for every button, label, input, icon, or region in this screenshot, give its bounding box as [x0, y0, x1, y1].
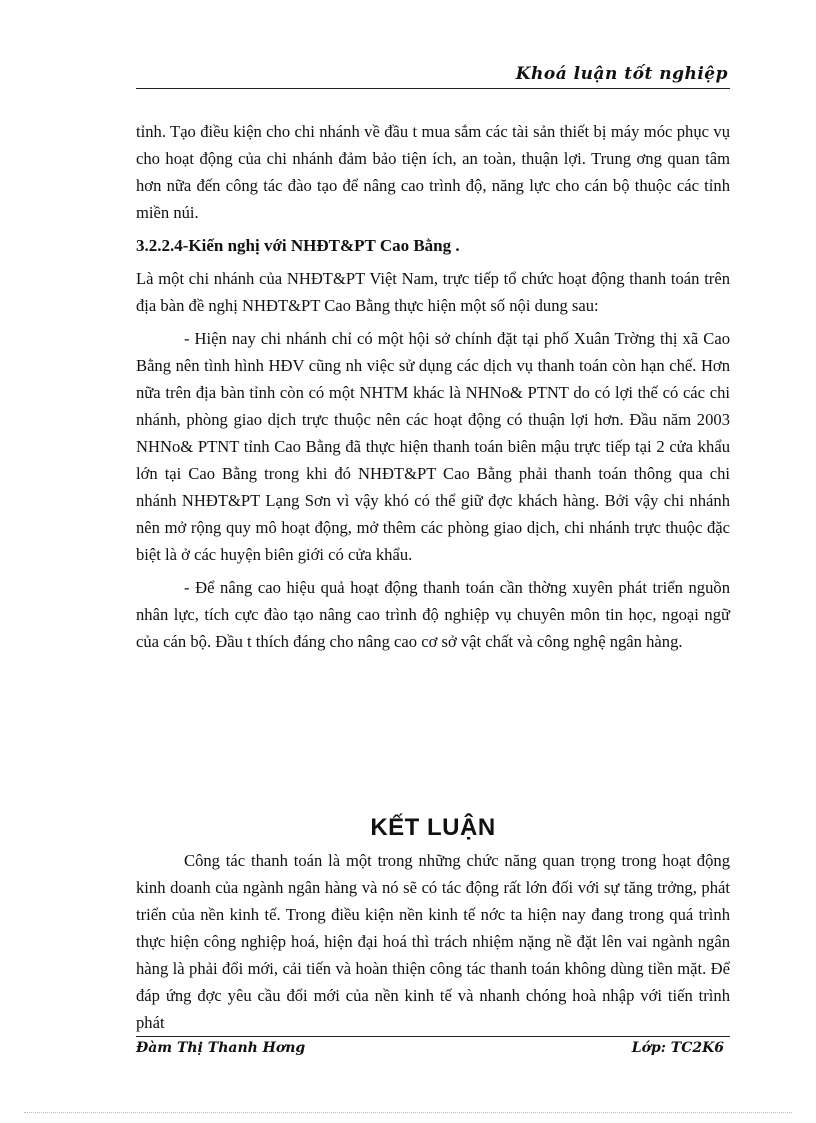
conclusion-title: KẾT LUẬN: [370, 814, 496, 841]
footer-class: Lớp: TC2K6: [631, 1040, 724, 1056]
header-title: Khoá luận tốt nghiệp: [515, 64, 728, 84]
footer-author: Đàm Thị Thanh Hơng: [136, 1040, 306, 1056]
section-heading: 3.2.2.4-Kiến nghị với NHĐT&PT Cao Bằng .: [136, 236, 460, 255]
footer-rule: [136, 1036, 730, 1037]
paragraph-recommendation-2: - Để nâng cao hiệu quả hoạt động thanh toán cần thờng xuyên phát triển nguồn nhân lực, tích cực đào tạo nâng cao trình độ nghiệp vụ chuyên môn tin học, ngoại ngữ của cán bộ. Đầu t thích đáng cho nâng cao cơ sở vật chất và công nghệ ngân hàng.: [136, 578, 730, 651]
paragraph-recommendation-1: - Hiện nay chi nhánh chỉ có một hội sở chính đặt tại phố Xuân Trờng thị xã Cao Bằng nên tình hình HĐV cũng nh việc sử dụng các dịch vụ thanh toán còn hạn chế. Hơn nữa trên địa bàn tỉnh còn có một NHTM khác là NHNo& PTNT do có lợi thế có các chi nhánh, phòng giao dịch trực thuộc nên các hoạt động có thuận lợi hơn. Đầu năm 2003 NHNo& PTNT tỉnh Cao Bằng đã thực hiện thanh toán biên mậu trực tiếp tại 2 cửa khẩu lớn tại Cao Bằng trong khi đó NHĐT&PT Cao Bằng phải thanh toán thông qua chi nhánh NHĐT&PT Lạng Sơn vì vậy khó có thể giữ đợc khách hàng. Bởi vậy chi nhánh nên mở rộng quy mô hoạt động, mở thêm các phòng giao dịch, chi nhánh trực thuộc đặc biệt là ở các huyện biên giới có cửa khẩu.: [136, 329, 730, 564]
paragraph-continuation: tỉnh. Tạo điều kiện cho chi nhánh về đầu t mua sắm các tài sản thiết bị máy móc phục vụ cho hoạt động của chi nhánh đảm bảo tiện ích, an toàn, thuận lợi. Trung ơng quan tâm hơn nữa đến công tác đào tạo để nâng cao trình độ, năng lực cho cán bộ thuộc các tỉnh miền núi.: [136, 122, 730, 222]
paragraph-conclusion: Công tác thanh toán là một trong những chức năng quan trọng trong hoạt động kinh doanh của ngành ngân hàng và nó sẽ có tác động rất lớn đối với sự tăng trởng, phát triển của nền kinh tế. Trong điều kiện nền kinh tế nớc ta hiện nay đang trong quá trình thực hiện công nghiệp hoá, hiện đại hoá thì trách nhiệm nặng nề đặt lên vai ngành ngân hàng là phải đổi mới, cải tiến và hoàn thiện công tác thanh toán không dùng tiền mặt. Để đáp ứng đợc yêu cầu đổi mới của nền kinh tế và nhanh chóng hoà nhập với tiến trình phát: [136, 851, 730, 1032]
page-bottom-edge: [24, 1112, 792, 1113]
section-body: [136, 118, 730, 661]
paragraph-intro: Là một chi nhánh của NHĐT&PT Việt Nam, trực tiếp tổ chức hoạt động thanh toán trên địa bàn đề nghị NHĐT&PT Cao Bằng thực hiện một số nội dung sau:: [136, 269, 730, 315]
conclusion-body: [136, 847, 730, 1042]
header-rule: [136, 88, 730, 89]
